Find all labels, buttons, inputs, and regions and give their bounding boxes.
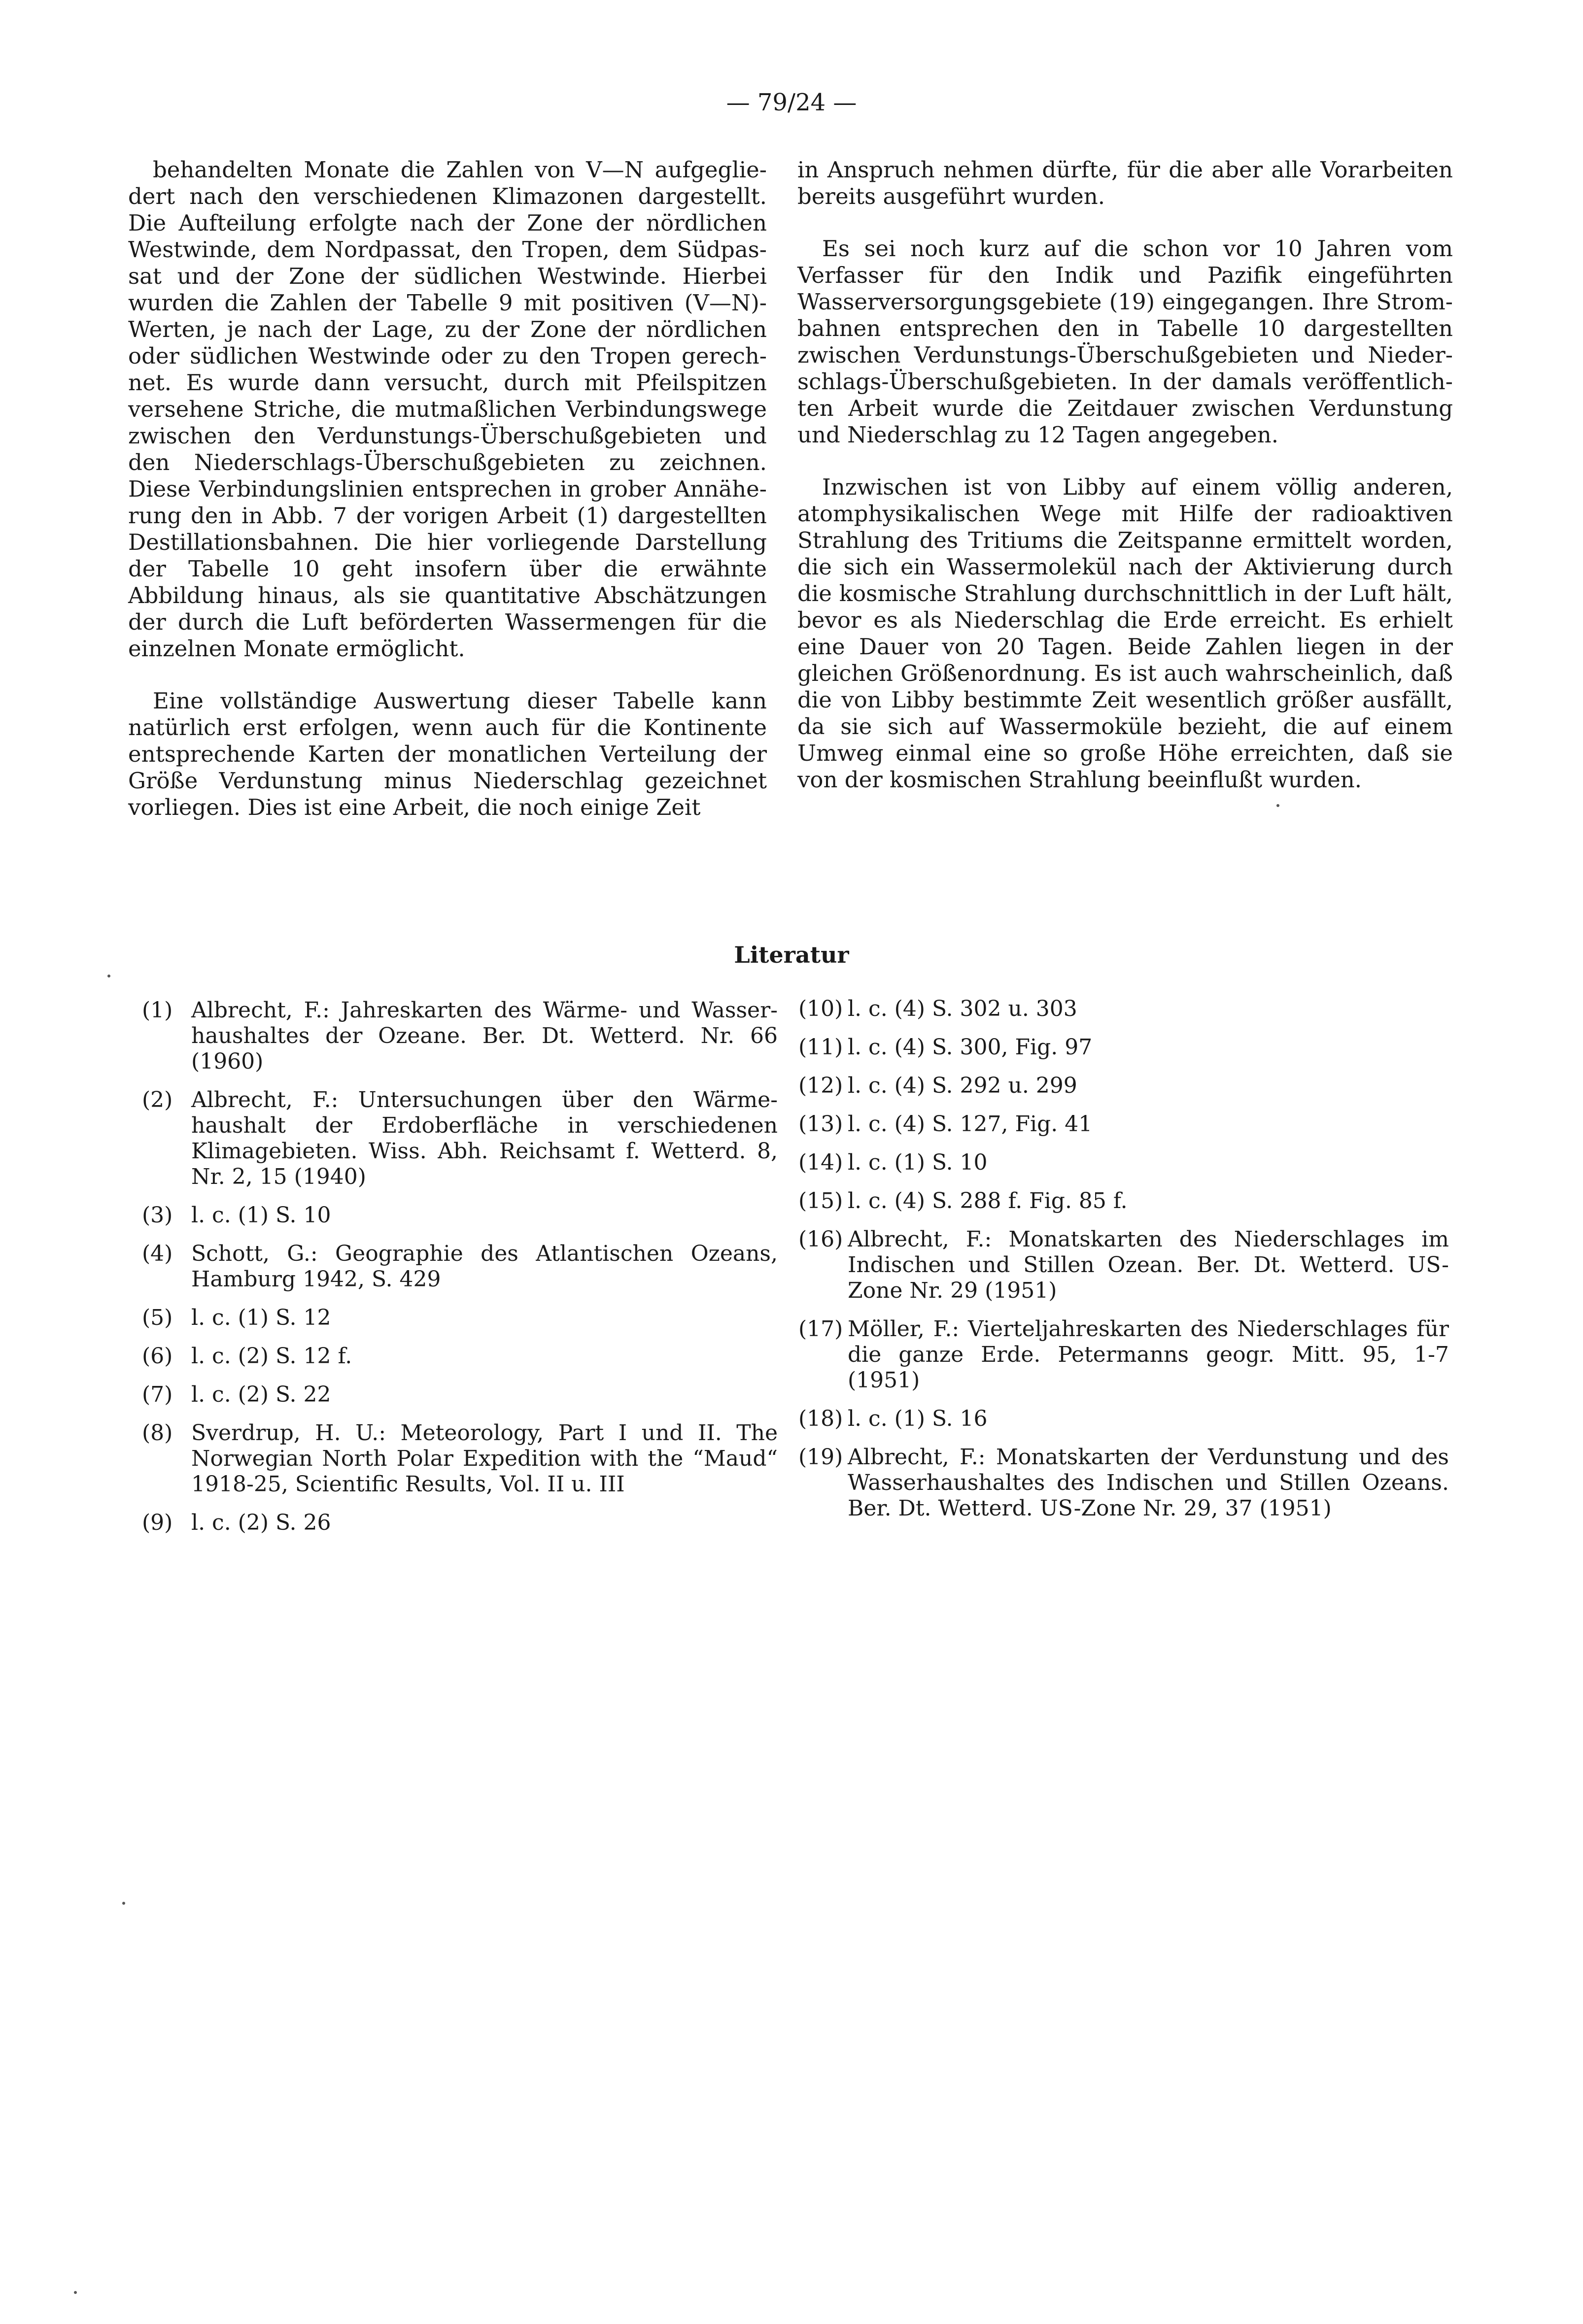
left-text-column [128, 157, 767, 846]
reference-text: l. c. (4) S. 300, Fig. 97 [848, 1035, 1093, 1060]
reference-number: (12) [798, 1073, 843, 1098]
reference-item [142, 1420, 778, 1497]
reference-number: (18) [798, 1406, 843, 1431]
reference-number: (5) [142, 1305, 173, 1330]
reference-number: (19) [798, 1445, 843, 1470]
reference-number: (11) [798, 1035, 843, 1060]
scan-speck [122, 1902, 125, 1905]
reference-number: (4) [142, 1241, 173, 1266]
reference-number: (2) [142, 1087, 173, 1112]
reference-text: l. c. (4) S. 302 u. 303 [848, 996, 1077, 1021]
reference-list-left [142, 998, 778, 1549]
reference-number: (16) [798, 1227, 843, 1252]
reference-text: l. c. (1) S. 10 [848, 1150, 988, 1175]
reference-number: (8) [142, 1420, 173, 1446]
reference-number: (9) [142, 1510, 173, 1535]
reference-text: Möller, F.: Vierteljahreskarten des Niederschlages für die ganze Erde. Petermanns geogr. Mitt. 95, 1-7 (1951) [848, 1316, 1449, 1393]
reference-item [142, 1087, 778, 1190]
reference-item [142, 1382, 778, 1408]
reference-text: Albrecht, F.: Untersuchungen über den Wärmehaushalt der Erdoberfläche in verschiedenen Klimagebieten. Wiss. Abh. Reichsamt f. Wetterd. 8, Nr. 2, 15 (1940) [191, 1087, 778, 1189]
reference-text: l. c. (4) S. 288 f. Fig. 85 f. [848, 1188, 1128, 1213]
reference-item [142, 1510, 778, 1536]
reference-item [798, 1073, 1449, 1099]
reference-item [798, 1316, 1449, 1393]
reference-text: Albrecht, F.: Monatskarten des Niederschlages im Indischen und Stillen Ozean. Ber. Dt. Wetterd. US-Zone Nr. 29 (1951) [848, 1227, 1449, 1303]
scan-speck [107, 975, 110, 977]
literature-heading: Literatur [734, 942, 849, 968]
reference-item [142, 1305, 778, 1331]
scan-speck [1276, 804, 1279, 807]
reference-number: (13) [798, 1111, 843, 1137]
reference-text: l. c. (1) S. 12 [191, 1305, 331, 1330]
reference-text: Sverdrup, H. U.: Meteorology, Part I und II. The Norwegian North Polar Expedition with the “Maud“ 1918-25, Scientific Results, Vol. II u. III [191, 1420, 778, 1497]
paragraph: Inzwischen ist von Libby auf einem völlig anderen, atomphysikalischen Wege mit Hilfe der radioaktiven Strahlung des Tritiums die Zeitspanne ermittelt worden, die sich ein Wassermolekül nach der Aktivierung durch die kosmische Strahlung durchschnittlich in der Luft hält, bevor es als Niederschlag die Erde erreicht. Es erhielt eine Dauer von 20 Tagen. Beide Zahlen liegen in der gleichen Größenordnung. Es ist auch wahrscheinlich, daß die von Libby bestimmte Zeit wesentlich größer ausfällt, da sie sich auf Wassermoküle bezieht, die auf einem Umweg einmal eine so große Höhe erreichten, daß sie von der kosmischen Strahlung beeinflußt wurden. [797, 474, 1453, 793]
reference-text: l. c. (1) S. 16 [848, 1406, 988, 1431]
reference-item [798, 1227, 1449, 1304]
reference-text: l. c. (2) S. 22 [191, 1382, 331, 1407]
reference-number: (7) [142, 1382, 173, 1407]
page-number: — 79/24 — [726, 89, 857, 116]
reference-item [798, 1188, 1449, 1214]
reference-text: l. c. (4) S. 127, Fig. 41 [848, 1111, 1093, 1137]
reference-number: (1) [142, 998, 173, 1023]
reference-number: (6) [142, 1344, 173, 1369]
reference-item [798, 1445, 1449, 1521]
reference-text: Albrecht, F.: Jahreskarten des Wärme- und Wasserhaushaltes der Ozeane. Ber. Dt. Wetterd. Nr. 66 (1960) [191, 998, 778, 1074]
scan-speck [74, 2291, 77, 2294]
paragraph: Es sei noch kurz auf die schon vor 10 Jahren vom Verfasser für den Indik und Pazifik eingeführten Wasserversorgungsgebiete (19) eingegangen. Ihre Strombahnen entsprechen den in Tabelle 10 dargestellten zwischen Verdunstungs-Überschußgebieten und Niederschlags-Überschußgebieten. In der damals veröffentlichten Arbeit wurde die Zeitdauer zwischen Verdunstung und Niederschlag zu 12 Tagen angegeben. [797, 236, 1453, 448]
paragraph: Eine vollständige Auswertung dieser Tabelle kann natürlich erst erfolgen, wenn auch für die Kontinente entsprechende Karten der monatlichen Verteilung der Größe Verdunstung minus Niederschlag gezeichnet vorliegen. Dies ist eine Arbeit, die noch einige Zeit [128, 688, 767, 820]
reference-item [798, 996, 1449, 1022]
reference-item [142, 998, 778, 1075]
reference-text: l. c. (4) S. 292 u. 299 [848, 1073, 1077, 1098]
reference-item [798, 1406, 1449, 1432]
reference-number: (15) [798, 1188, 843, 1213]
right-text-column [797, 157, 1453, 819]
paragraph: behandelten Monate die Zahlen von V—N aufgegliedert nach den verschiedenen Klimazonen dargestellt. Die Aufteilung erfolgte nach der Zone der nördlichen Westwinde, dem Nordpassat, den Tropen, dem Südpassat und der Zone der südlichen Westwinde. Hierbei wurden die Zahlen der Tabelle 9 mit positiven (V—N)-Werten, je nach der Lage, zu der Zone der nördlichen oder südlichen Westwinde oder zu den Tropen gerechnet. Es wurde dann versucht, durch mit Pfeilspitzen versehene Striche, die mutmaßlichen Verbindungswege zwischen den Verdunstungs-Überschußgebieten und den Niederschlags-Überschußgebieten zu zeichnen. Diese Verbindungslinien entsprechen in grober Annäherung den in Abb. 7 der vorigen Arbeit (1) dargestellten Destillationsbahnen. Die hier vorliegende Darstellung der Tabelle 10 geht insofern über die erwähnte Abbildung hinaus, als sie quantitative Abschätzungen der durch die Luft beförderten Wassermengen für die einzelnen Monate ermöglicht. [128, 157, 767, 662]
reference-text: Schott, G.: Geographie des Atlantischen Ozeans, Hamburg 1942, S. 429 [191, 1241, 778, 1292]
reference-text: l. c. (1) S. 10 [191, 1203, 331, 1228]
reference-number: (17) [798, 1316, 843, 1342]
reference-list-right [798, 996, 1449, 1534]
reference-item [142, 1344, 778, 1369]
paragraph: in Anspruch nehmen dürfte, für die aber alle Vorarbeiten bereits ausgeführt wurden. [797, 157, 1453, 209]
reference-number: (3) [142, 1203, 173, 1228]
reference-text: Albrecht, F.: Monatskarten der Verdunstung und des Wasserhaushaltes des Indischen und Stillen Ozeans. Ber. Dt. Wetterd. US-Zone Nr. 29, 37 (1951) [848, 1445, 1449, 1521]
reference-item [798, 1035, 1449, 1060]
reference-item [142, 1241, 778, 1292]
reference-item [798, 1150, 1449, 1176]
reference-text: l. c. (2) S. 12 f. [191, 1344, 352, 1369]
reference-number: (14) [798, 1150, 843, 1175]
reference-text: l. c. (2) S. 26 [191, 1510, 331, 1535]
reference-number: (10) [798, 996, 843, 1021]
reference-item [798, 1111, 1449, 1137]
reference-item [142, 1203, 778, 1228]
